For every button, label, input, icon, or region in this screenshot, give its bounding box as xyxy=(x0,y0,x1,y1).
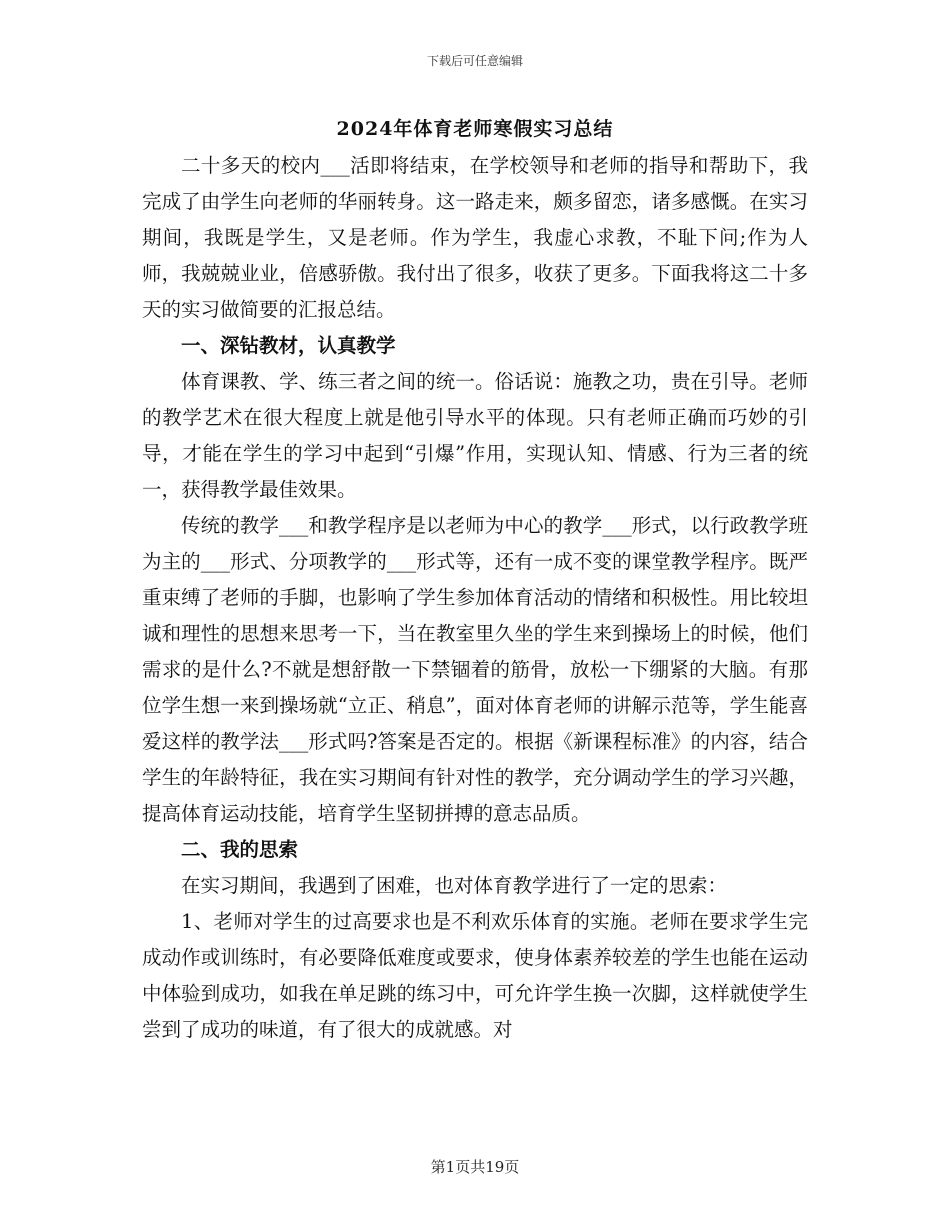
body-paragraph: 传统的教学___和教学程序是以老师为中心的教学___形式，以行政教学班为主的___形式、分项教学的___形式等，还有一成不变的课堂教学程序。既严重束缚了老师的手脚，也影响了学生参加体育活动的情绪和积极性。用比较坦诚和理性的思想来思考一下，当在教室里久坐的学生来到操场上的时候，他们需求的是什么?不就是想舒散一下禁锢着的筋骨，放松一下绷紧的大脑。有那位学生想一来到操场就“立正、稍息”，面对体育老师的讲解示范等，学生能喜爱这样的教学法___形式吗?答案是否定的。根据《新课程标准》的内容，结合学生的年龄特征，我在实习期间有针对性的教学，充分调动学生的学习兴趣，提高体育运动技能，培育学生坚韧拼搏的意志品质。 xyxy=(142,514,808,825)
page-number: 第1页共19页 xyxy=(430,1158,520,1176)
page-header-note: 下载后可任意编辑 xyxy=(426,54,523,68)
document-title: 2024年体育老师寒假实习总结 xyxy=(336,118,614,140)
section-heading-2: 二、我的思索 xyxy=(181,838,299,861)
section-heading-1: 一、深钻教材，认真教学 xyxy=(181,334,396,357)
body-paragraph: 在实习期间，我遇到了困难，也对体育教学进行了一定的思索： xyxy=(181,874,728,897)
document-body xyxy=(142,148,808,1048)
intro-paragraph: 二十多天的校内___活即将结束，在学校领导和老师的指导和帮助下，我完成了由学生向老师的华丽转身。这一路走来，颇多留恋，诸多感慨。在实习期间，我既是学生，又是老师。作为学生，我虚心求教，不耻下问;作为人师，我兢兢业业，倍感骄傲。我付出了很多，收获了更多。下面我将这二十多天的实习做简要的汇报总结。 xyxy=(142,154,808,321)
body-paragraph: 1、老师对学生的过高要求也是不利欢乐体育的实施。老师在要求学生完成动作或训练时，有必要降低难度或要求，使身体素养较差的学生也能在运动中体验到成功，如我在单足跳的练习中，可允许学生换一次脚，这样就使学生尝到了成功的味道，有了很大的成就感。对 xyxy=(142,910,808,1041)
body-paragraph: 体育课教、学、练三者之间的统一。俗话说：施教之功，贵在引导。老师的教学艺术在很大程度上就是他引导水平的体现。只有老师正确而巧妙的引导，才能在学生的学习中起到“引爆”作用，实现认知、情感、行为三者的统一，获得教学最佳效果。 xyxy=(142,370,808,501)
